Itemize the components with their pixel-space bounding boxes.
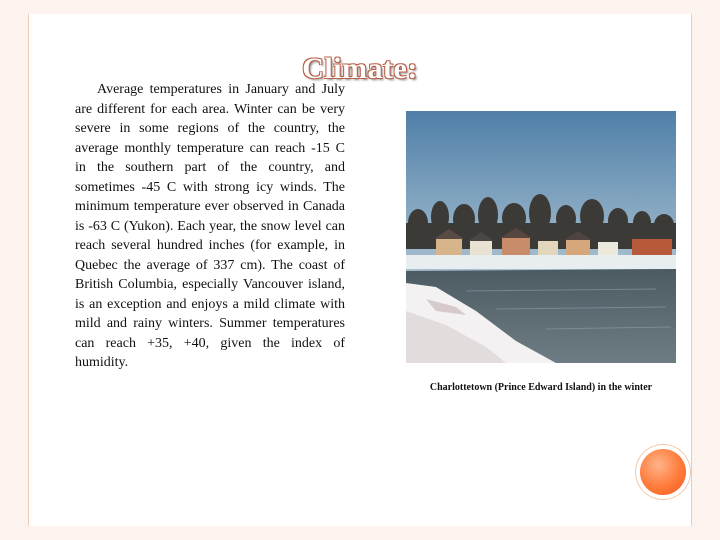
slide-frame xyxy=(28,14,692,526)
slide-title: Climate: xyxy=(302,52,418,85)
photo-caption: Charlottetown (Prince Edward Island) in the winter xyxy=(429,382,653,393)
winter-photo xyxy=(406,111,676,363)
decorative-orb xyxy=(640,449,686,495)
charlottetown-winter-image xyxy=(406,111,676,363)
climate-description: Average temperatures in January and July are different for each area. Winter can be very severe in some regions of the country, the average monthly temperature can reach -15 C in the southern part of the country, and sometimes -45 C with strong icy winds. The minimum temperature ever observed in Canada is -63 C (Yukon). Each year, the snow level can reach several hundred inches (for example, in Quebec the average of 337 cm). The coast of British Columbia, especially Vancouver island, is an exception and enjoys a mild climate with mild and rainy winters. Summer temperatures can reach +35, +40, given the index of humidity. xyxy=(75,82,345,370)
